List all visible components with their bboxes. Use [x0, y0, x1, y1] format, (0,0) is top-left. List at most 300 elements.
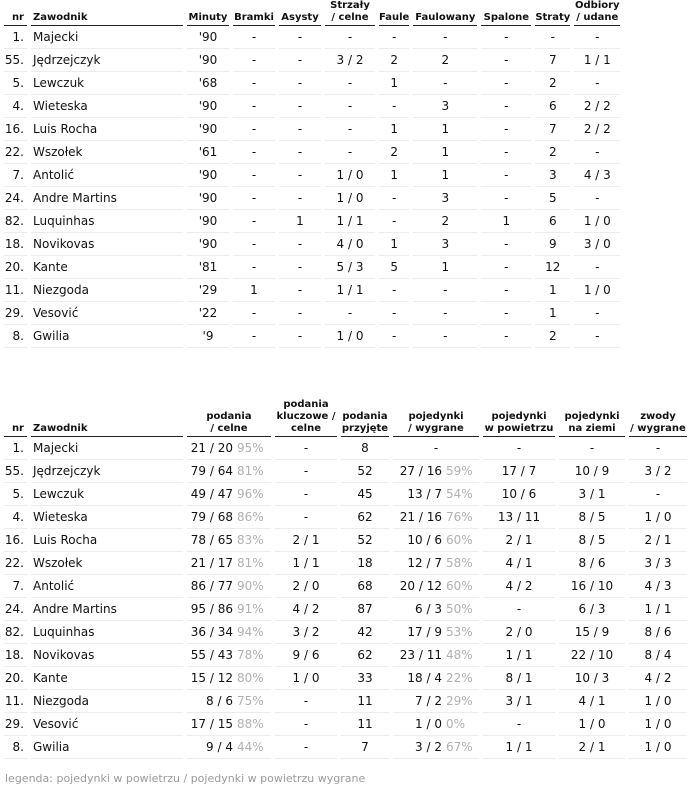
- passes-cell: [187, 598, 271, 621]
- table-row: [4, 575, 687, 598]
- stat-cell: -: [233, 72, 275, 95]
- stat-cell: -: [379, 95, 409, 118]
- stat-cell: -: [325, 72, 375, 95]
- stat-cell: -: [481, 49, 531, 72]
- legend-note: legenda: pojedynki w powietrzu / pojedynki w powietrzu wygrane: [5, 772, 366, 785]
- player-name: Niezgoda: [31, 690, 183, 713]
- player-number: 82.: [4, 210, 27, 233]
- stat-cell: 2: [413, 49, 477, 72]
- aerial-duels-cell: -: [483, 598, 555, 621]
- player-number: 29.: [4, 713, 27, 736]
- stat-cell: 1: [535, 302, 570, 325]
- stat-cell: -: [279, 164, 321, 187]
- player-number: 5.: [4, 72, 27, 95]
- stat-cell: '90: [187, 95, 229, 118]
- player-number: 20.: [4, 667, 27, 690]
- stat-cell: 1 / 1: [574, 49, 620, 72]
- duels-cell: [393, 690, 479, 713]
- received-passes-cell: 52: [341, 529, 389, 552]
- table-row: [4, 460, 687, 483]
- passes-percent: 81%: [237, 464, 264, 478]
- passes-percent: 96%: [237, 487, 264, 501]
- passes-cell: [187, 506, 271, 529]
- passes-value: 55 / 43: [190, 648, 233, 662]
- player-number: 16.: [4, 118, 27, 141]
- player-number: 24.: [4, 187, 27, 210]
- player-name: Wieteska: [31, 95, 183, 118]
- stat-cell: -: [279, 256, 321, 279]
- passes-value: 78 / 65: [190, 533, 233, 547]
- stat-cell: -: [379, 302, 409, 325]
- table-row: [4, 621, 687, 644]
- aerial-duels-cell: -: [483, 713, 555, 736]
- stat-cell: -: [413, 325, 477, 348]
- received-passes-cell: 11: [341, 690, 389, 713]
- stat-cell: '9: [187, 325, 229, 348]
- player-name: Luis Rocha: [31, 529, 183, 552]
- stat-cell: -: [279, 26, 321, 49]
- aerial-duels-cell: 13 / 11: [483, 506, 555, 529]
- column-header: podania przyjęte: [341, 399, 389, 437]
- stat-cell: -: [379, 187, 409, 210]
- player-number: 18.: [4, 644, 27, 667]
- dribbles-cell: 1 / 0: [629, 736, 687, 759]
- key-passes-cell: 1 / 0: [275, 667, 337, 690]
- stat-cell: 2: [379, 141, 409, 164]
- duels-percent: 53%: [446, 625, 473, 639]
- column-header: Zawodnik: [31, 399, 183, 437]
- dribbles-cell: 1 / 1: [629, 598, 687, 621]
- player-name: Lewczuk: [31, 72, 183, 95]
- ground-duels-cell: 1 / 0: [559, 713, 625, 736]
- passes-cell: [187, 437, 271, 460]
- passes-cell: [187, 736, 271, 759]
- key-passes-cell: -: [275, 460, 337, 483]
- player-name: Niezgoda: [31, 279, 183, 302]
- ground-duels-cell: 8 / 6: [559, 552, 625, 575]
- passes-percent: 75%: [237, 694, 264, 708]
- ground-duels-cell: 3 / 1: [559, 483, 625, 506]
- stat-cell: 2: [413, 210, 477, 233]
- player-number: 7.: [4, 575, 27, 598]
- stat-cell: 1: [413, 141, 477, 164]
- received-passes-cell: 8: [341, 437, 389, 460]
- player-name: Wszołek: [31, 552, 183, 575]
- stat-cell: 1 / 1: [325, 279, 375, 302]
- ground-duels-cell: 10 / 3: [559, 667, 625, 690]
- duels-percent: 0%: [446, 717, 466, 731]
- stat-cell: -: [233, 49, 275, 72]
- stat-cell: -: [279, 141, 321, 164]
- stat-cell: 1: [279, 210, 321, 233]
- passes-value: 86 / 77: [190, 579, 233, 593]
- stat-cell: -: [379, 279, 409, 302]
- stat-cell: '90: [187, 118, 229, 141]
- stat-cell: 1: [379, 164, 409, 187]
- table-row: [4, 164, 620, 187]
- stat-cell: -: [413, 279, 477, 302]
- stat-cell: 2 / 2: [574, 95, 620, 118]
- duels-value: 7 / 2: [415, 694, 442, 708]
- key-passes-cell: -: [275, 506, 337, 529]
- player-name: Novikovas: [31, 644, 183, 667]
- dribbles-cell: 3 / 3: [629, 552, 687, 575]
- stat-cell: 3: [413, 233, 477, 256]
- player-number: 11.: [4, 690, 27, 713]
- stat-cell: '90: [187, 49, 229, 72]
- duels-cell: [393, 483, 479, 506]
- stat-cell: -: [574, 187, 620, 210]
- duels-cell: [393, 552, 479, 575]
- table-row: [4, 49, 620, 72]
- table-row: [4, 118, 620, 141]
- dribbles-cell: 1 / 0: [629, 506, 687, 529]
- passes-value: 9 / 4: [206, 740, 233, 754]
- player-number: 82.: [4, 621, 27, 644]
- key-passes-cell: -: [275, 690, 337, 713]
- stat-cell: -: [574, 325, 620, 348]
- aerial-duels-cell: 1 / 1: [483, 736, 555, 759]
- stat-cell: 1 / 0: [574, 279, 620, 302]
- key-passes-cell: 4 / 2: [275, 598, 337, 621]
- stat-cell: 1: [481, 210, 531, 233]
- table-row: [4, 713, 687, 736]
- column-header: Bramki: [233, 0, 275, 26]
- stat-cell: -: [481, 233, 531, 256]
- passes-value: 21 / 20: [190, 441, 233, 455]
- stat-cell: -: [379, 325, 409, 348]
- passes-value: 21 / 17: [190, 556, 233, 570]
- passes-percent: 95%: [237, 441, 264, 455]
- duels-cell: [393, 506, 479, 529]
- passes-cell: [187, 690, 271, 713]
- stat-cell: -: [481, 256, 531, 279]
- column-header: pojedynki / wygrane: [393, 399, 479, 437]
- stat-cell: -: [233, 118, 275, 141]
- stat-cell: 1: [379, 72, 409, 95]
- stat-cell: -: [481, 26, 531, 49]
- stat-cell: '90: [187, 187, 229, 210]
- passes-percent: 80%: [237, 671, 264, 685]
- table-row: [4, 302, 620, 325]
- stat-cell: 1: [379, 233, 409, 256]
- player-number: 16.: [4, 529, 27, 552]
- stat-cell: 1 / 1: [325, 210, 375, 233]
- passes-percent: 81%: [237, 556, 264, 570]
- duels-value: 6 / 3: [415, 602, 442, 616]
- player-name: Gwilia: [31, 736, 183, 759]
- stat-cell: -: [481, 118, 531, 141]
- player-name: Antolić: [31, 164, 183, 187]
- column-header: Odbiory / udane: [574, 0, 620, 26]
- stat-cell: -: [233, 187, 275, 210]
- dribbles-cell: -: [629, 437, 687, 460]
- column-header: Asysty: [279, 0, 321, 26]
- stat-cell: -: [279, 72, 321, 95]
- dribbles-cell: -: [629, 483, 687, 506]
- key-passes-cell: -: [275, 483, 337, 506]
- duels-cell: [393, 529, 479, 552]
- stat-cell: -: [325, 26, 375, 49]
- stat-cell: 4 / 0: [325, 233, 375, 256]
- passes-percent: 90%: [237, 579, 264, 593]
- passes-cell: [187, 483, 271, 506]
- received-passes-cell: 62: [341, 644, 389, 667]
- player-number: 8.: [4, 325, 27, 348]
- stat-cell: -: [279, 325, 321, 348]
- ground-duels-cell: 8 / 5: [559, 529, 625, 552]
- stat-cell: -: [481, 187, 531, 210]
- player-name: Jędrzejczyk: [31, 49, 183, 72]
- passes-percent: 94%: [237, 625, 264, 639]
- key-passes-cell: -: [275, 713, 337, 736]
- received-passes-cell: 52: [341, 460, 389, 483]
- stat-cell: '81: [187, 256, 229, 279]
- duels-cell: [393, 575, 479, 598]
- stat-cell: -: [233, 325, 275, 348]
- player-name: Wszołek: [31, 141, 183, 164]
- player-number: 4.: [4, 506, 27, 529]
- passes-value: 95 / 86: [190, 602, 233, 616]
- received-passes-cell: 62: [341, 506, 389, 529]
- passes-value: 17 / 15: [190, 717, 233, 731]
- stat-cell: 1: [379, 118, 409, 141]
- stat-cell: '90: [187, 26, 229, 49]
- stat-cell: -: [535, 26, 570, 49]
- passes-value: 79 / 64: [190, 464, 233, 478]
- stat-cell: 6: [535, 95, 570, 118]
- key-passes-cell: 2 / 1: [275, 529, 337, 552]
- player-number: 1.: [4, 26, 27, 49]
- stat-cell: 12: [535, 256, 570, 279]
- duels-percent: 67%: [446, 740, 473, 754]
- dribbles-cell: 4 / 2: [629, 667, 687, 690]
- duels-percent: 48%: [446, 648, 473, 662]
- duels-cell: [393, 460, 479, 483]
- ground-duels-cell: -: [559, 437, 625, 460]
- stat-cell: -: [233, 302, 275, 325]
- stat-cell: 2: [535, 72, 570, 95]
- stat-cell: -: [233, 256, 275, 279]
- duels-percent: 58%: [446, 556, 473, 570]
- table-header-row: [4, 399, 687, 437]
- duels-cell: [393, 667, 479, 690]
- stat-cell: 2: [535, 141, 570, 164]
- stat-cell: 6: [535, 210, 570, 233]
- table-row: [4, 667, 687, 690]
- stat-cell: '61: [187, 141, 229, 164]
- player-number: 55.: [4, 49, 27, 72]
- stat-cell: -: [233, 26, 275, 49]
- stat-cell: -: [481, 95, 531, 118]
- stat-cell: '90: [187, 164, 229, 187]
- stat-cell: 1 / 0: [325, 187, 375, 210]
- stat-cell: 2: [379, 49, 409, 72]
- stat-cell: -: [574, 302, 620, 325]
- key-passes-cell: 3 / 2: [275, 621, 337, 644]
- passes-cell: [187, 575, 271, 598]
- aerial-duels-cell: 2 / 1: [483, 529, 555, 552]
- stat-cell: -: [481, 325, 531, 348]
- stat-cell: -: [574, 141, 620, 164]
- stat-cell: -: [325, 141, 375, 164]
- aerial-duels-cell: 17 / 7: [483, 460, 555, 483]
- stat-cell: -: [413, 26, 477, 49]
- stat-cell: -: [233, 141, 275, 164]
- table-row: [4, 483, 687, 506]
- aerial-duels-cell: 8 / 1: [483, 667, 555, 690]
- stat-cell: 5: [379, 256, 409, 279]
- stat-cell: '68: [187, 72, 229, 95]
- stat-cell: -: [279, 302, 321, 325]
- player-name: Kante: [31, 256, 183, 279]
- duels-value: 13 / 7: [407, 487, 442, 501]
- table-row: [4, 26, 620, 49]
- stat-cell: -: [233, 210, 275, 233]
- stat-cell: 1 / 0: [325, 164, 375, 187]
- passes-cell: [187, 713, 271, 736]
- player-number: 22.: [4, 552, 27, 575]
- duels-value: 23 / 11: [399, 648, 442, 662]
- dribbles-cell: 2 / 1: [629, 529, 687, 552]
- aerial-duels-cell: 4 / 1: [483, 552, 555, 575]
- passes-percent: 86%: [237, 510, 264, 524]
- stat-cell: 1: [413, 118, 477, 141]
- stat-cell: '90: [187, 233, 229, 256]
- player-number: 8.: [4, 736, 27, 759]
- duels-percent: 76%: [446, 510, 473, 524]
- player-stats-table-1: [0, 0, 624, 348]
- player-stats-table-2: [0, 399, 691, 759]
- key-passes-cell: -: [275, 736, 337, 759]
- dribbles-cell: 8 / 6: [629, 621, 687, 644]
- player-number: 7.: [4, 164, 27, 187]
- passes-value: 79 / 68: [190, 510, 233, 524]
- stat-cell: -: [325, 302, 375, 325]
- stat-cell: 1: [535, 279, 570, 302]
- stat-cell: 9: [535, 233, 570, 256]
- player-number: 55.: [4, 460, 27, 483]
- dribbles-cell: 4 / 3: [629, 575, 687, 598]
- table-row: [4, 233, 620, 256]
- stat-cell: -: [413, 302, 477, 325]
- player-name: Wieteska: [31, 506, 183, 529]
- stat-cell: -: [279, 233, 321, 256]
- ground-duels-cell: 10 / 9: [559, 460, 625, 483]
- aerial-duels-cell: 3 / 1: [483, 690, 555, 713]
- table-row: [4, 141, 620, 164]
- ground-duels-cell: 6 / 3: [559, 598, 625, 621]
- duels-percent: 54%: [446, 487, 473, 501]
- duels-percent: 60%: [446, 579, 473, 593]
- dribbles-cell: 1 / 0: [629, 690, 687, 713]
- received-passes-cell: 42: [341, 621, 389, 644]
- stat-cell: -: [481, 302, 531, 325]
- table-row: [4, 736, 687, 759]
- stat-cell: '22: [187, 302, 229, 325]
- stat-cell: -: [325, 118, 375, 141]
- stat-cell: -: [481, 279, 531, 302]
- stat-cell: -: [279, 279, 321, 302]
- table-row: [4, 552, 687, 575]
- stat-cell: 1: [233, 279, 275, 302]
- column-header: Faulowany: [413, 0, 477, 26]
- passes-cell: [187, 621, 271, 644]
- passes-value: 15 / 12: [190, 671, 233, 685]
- received-passes-cell: 18: [341, 552, 389, 575]
- column-header: podania / celne: [187, 399, 271, 437]
- player-number: 18.: [4, 233, 27, 256]
- stat-cell: 4 / 3: [574, 164, 620, 187]
- stat-cell: -: [574, 256, 620, 279]
- player-name: Kante: [31, 667, 183, 690]
- table-row: [4, 529, 687, 552]
- passes-percent: 91%: [237, 602, 264, 616]
- stat-cell: -: [574, 72, 620, 95]
- passes-cell: [187, 529, 271, 552]
- received-passes-cell: 68: [341, 575, 389, 598]
- player-name: Novikovas: [31, 233, 183, 256]
- key-passes-cell: 2 / 0: [275, 575, 337, 598]
- stat-cell: 5: [535, 187, 570, 210]
- column-header: podania kluczowe / celne: [275, 399, 337, 437]
- ground-duels-cell: 2 / 1: [559, 736, 625, 759]
- duels-cell: -: [393, 437, 479, 460]
- stat-cell: -: [379, 210, 409, 233]
- stat-cell: 3: [413, 95, 477, 118]
- key-passes-cell: -: [275, 437, 337, 460]
- column-header: pojedynki w powietrzu: [483, 399, 555, 437]
- stat-cell: -: [233, 95, 275, 118]
- player-name: Jędrzejczyk: [31, 460, 183, 483]
- passes-cell: [187, 552, 271, 575]
- stat-cell: 7: [535, 49, 570, 72]
- player-name: Vesović: [31, 302, 183, 325]
- aerial-duels-cell: 2 / 0: [483, 621, 555, 644]
- stat-cell: -: [574, 26, 620, 49]
- duels-value: 20 / 12: [399, 579, 442, 593]
- duels-percent: 59%: [446, 464, 473, 478]
- player-number: 11.: [4, 279, 27, 302]
- player-number: 20.: [4, 256, 27, 279]
- key-passes-cell: 9 / 6: [275, 644, 337, 667]
- player-name: Luquinhas: [31, 210, 183, 233]
- stat-cell: 2: [535, 325, 570, 348]
- passes-percent: 44%: [237, 740, 264, 754]
- player-name: Luis Rocha: [31, 118, 183, 141]
- column-header: Strzały / celne: [325, 0, 375, 26]
- table-row: [4, 210, 620, 233]
- column-header: pojedynki na ziemi: [559, 399, 625, 437]
- ground-duels-cell: 15 / 9: [559, 621, 625, 644]
- player-name: Antolić: [31, 575, 183, 598]
- passes-cell: [187, 667, 271, 690]
- player-number: 1.: [4, 437, 27, 460]
- player-number: 24.: [4, 598, 27, 621]
- received-passes-cell: 7: [341, 736, 389, 759]
- player-name: Lewczuk: [31, 483, 183, 506]
- table-row: [4, 690, 687, 713]
- stat-cell: '29: [187, 279, 229, 302]
- stat-cell: 3 / 0: [574, 233, 620, 256]
- passes-percent: 83%: [237, 533, 264, 547]
- player-number: 22.: [4, 141, 27, 164]
- passes-value: 49 / 47: [190, 487, 233, 501]
- stat-cell: -: [279, 118, 321, 141]
- stat-cell: 2 / 2: [574, 118, 620, 141]
- ground-duels-cell: 22 / 10: [559, 644, 625, 667]
- duels-percent: 29%: [446, 694, 473, 708]
